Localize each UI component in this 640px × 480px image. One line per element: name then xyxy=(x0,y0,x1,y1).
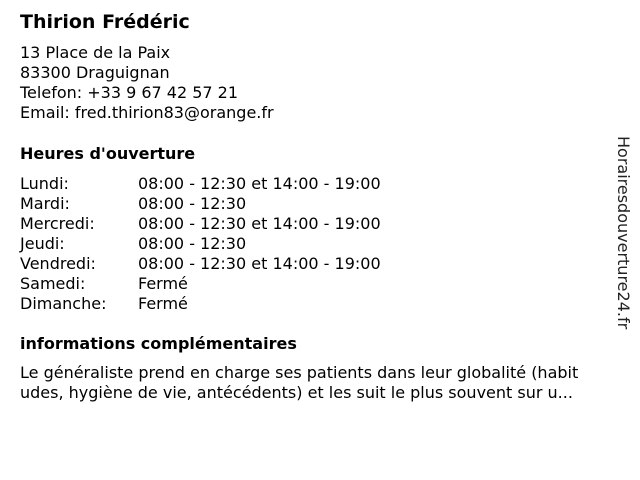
day-label: Dimanche: xyxy=(20,294,107,313)
time-value: 08:00 - 12:30 et 14:00 - 19:00 xyxy=(138,174,381,193)
time-value: 08:00 - 12:30 et 14:00 - 19:00 xyxy=(138,254,381,273)
opening-hours-heading: Heures d'ouverture xyxy=(20,144,196,163)
additional-info-text xyxy=(20,363,620,403)
hours-row-friday xyxy=(20,254,580,274)
phone-number: Telefon: +33 9 67 42 57 21 xyxy=(20,83,239,102)
description-line: Le généraliste prend en charge ses patients dans leur globalité (habit xyxy=(20,363,579,382)
street-address: 13 Place de la Paix xyxy=(20,43,171,62)
additional-info-heading: informations complémentaires xyxy=(20,334,297,353)
hours-row-monday xyxy=(20,174,580,194)
time-value: Fermé xyxy=(138,294,188,313)
day-label: Mardi: xyxy=(20,194,70,213)
hours-row-thursday xyxy=(20,234,580,254)
day-label: Mercredi: xyxy=(20,214,95,233)
description-line: udes, hygiène de vie, antécédents) et les suit le plus souvent sur u... xyxy=(20,383,573,402)
hours-row-saturday xyxy=(20,274,580,294)
hours-row-tuesday xyxy=(20,194,580,214)
watermark-text: Horairesdouverture24.fr xyxy=(614,136,633,330)
hours-row-sunday xyxy=(20,294,580,314)
email-address: Email: fred.thirion83@orange.fr xyxy=(20,103,274,122)
day-label: Vendredi: xyxy=(20,254,96,273)
opening-hours-table xyxy=(20,174,580,314)
business-name: Thirion Frédéric xyxy=(20,11,190,33)
time-value: 08:00 - 12:30 et 14:00 - 19:00 xyxy=(138,214,381,233)
day-label: Jeudi: xyxy=(20,234,65,253)
day-label: Lundi: xyxy=(20,174,69,193)
contact-block xyxy=(20,43,274,123)
business-card xyxy=(20,0,610,480)
hours-row-wednesday xyxy=(20,214,580,234)
time-value: 08:00 - 12:30 xyxy=(138,194,247,213)
postal-city: 83300 Draguignan xyxy=(20,63,170,82)
site-watermark xyxy=(612,136,634,342)
time-value: 08:00 - 12:30 xyxy=(138,234,247,253)
day-label: Samedi: xyxy=(20,274,86,293)
time-value: Fermé xyxy=(138,274,188,293)
